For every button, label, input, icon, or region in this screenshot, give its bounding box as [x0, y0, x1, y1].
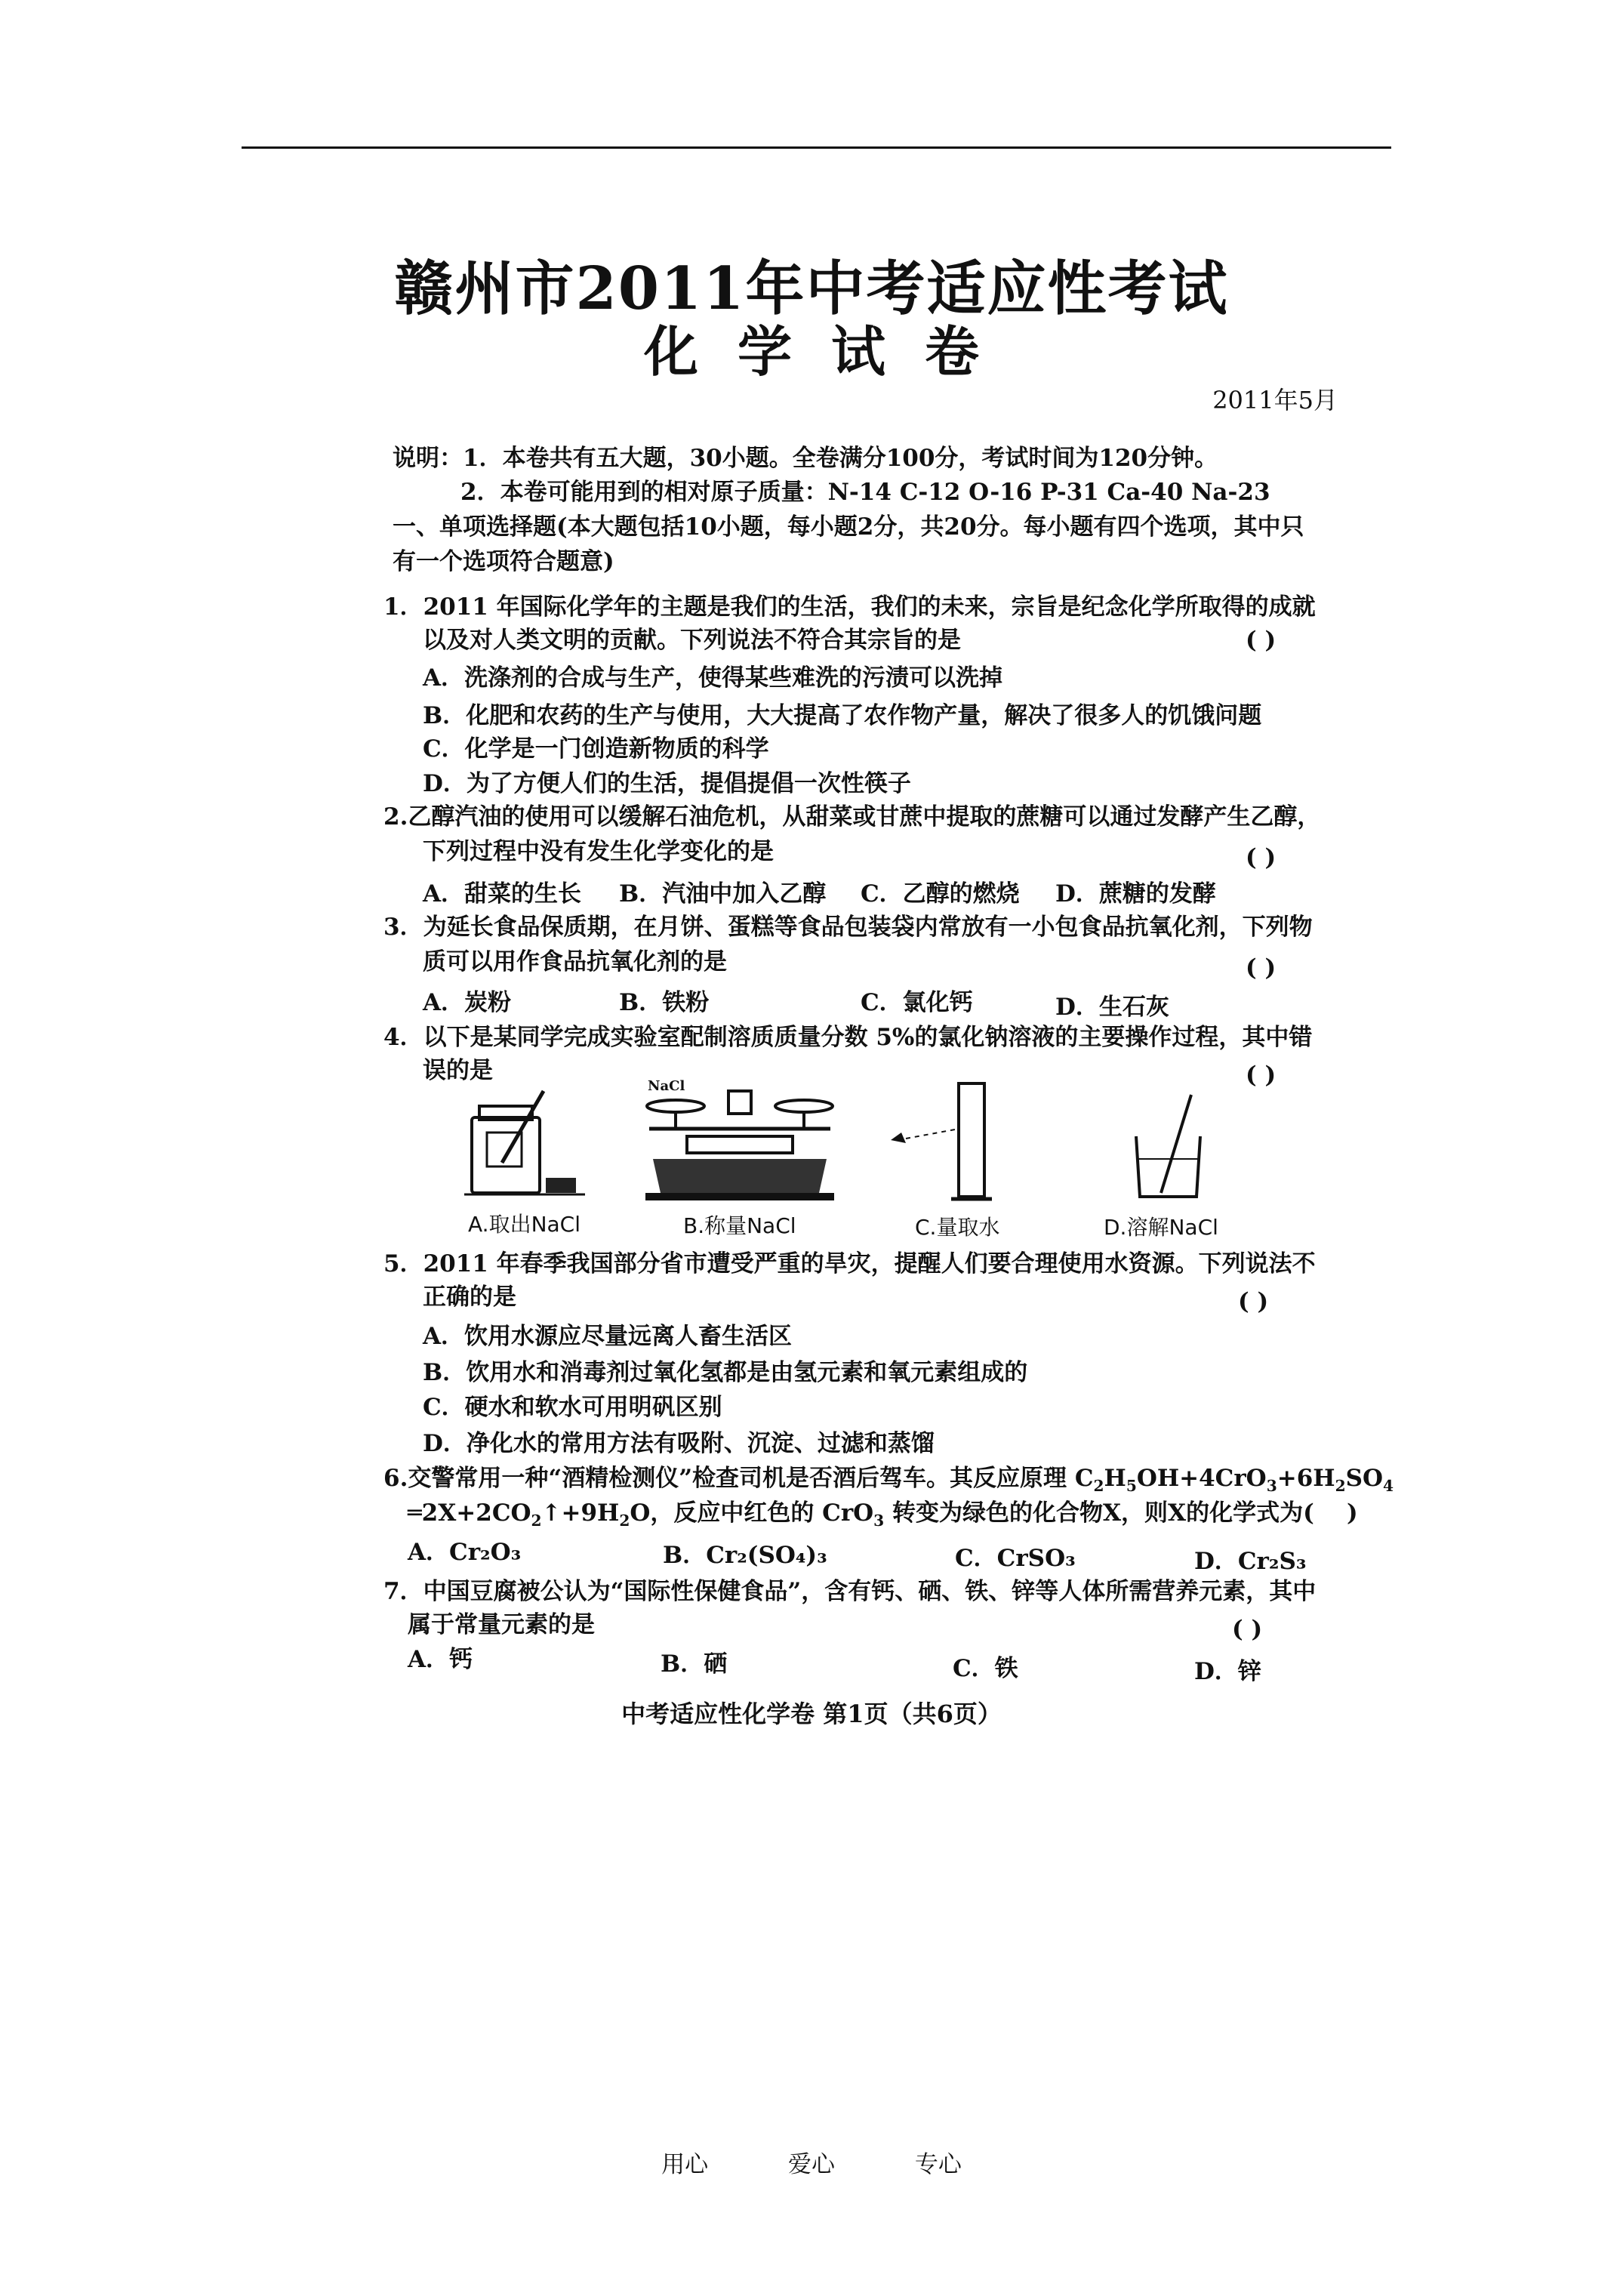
- q6-stem: 6.交警常用一种“酒精检测仪”检查司机是否酒后驾车。其反应原理 $C_2H_5OH+4CrO_3+6H_2SO_4$: [383, 1465, 1394, 1496]
- exam-subtitle: 化学试卷: [643, 319, 1018, 384]
- q1-option-b: B．化肥和农药的生产与使用，大大提高了农作物产量，解决了很多人的饥饿问题: [423, 702, 1262, 729]
- q3-stem-cont: 质可以用作食品抗氧化剂的是: [423, 948, 727, 975]
- figure-b-caption: B.称量NaCl: [683, 1213, 796, 1238]
- q2-option-b: B．汽油中加入乙醇: [619, 880, 827, 908]
- exam-date: 2011年5月: [1212, 386, 1338, 415]
- q2-stem: 2.乙醇汽油的使用可以缓解石油危机，从甜菜或甘蔗中提取的蔗糖可以通过发酵产生乙醇，: [383, 803, 1321, 831]
- q7-option-c: C．铁: [953, 1655, 1018, 1682]
- q7-option-b: B．硒: [661, 1650, 728, 1678]
- page-footer: 中考适应性化学卷 第1页（共6页）: [621, 1700, 1002, 1728]
- section-1-heading-cont: 有一个选项符合题意): [393, 548, 614, 575]
- figure-a-caption: A.取出NaCl: [468, 1212, 581, 1237]
- q4-stem: 4．以下是某同学完成实验室配制溶质质量分数 5%的氯化钠溶液的主要操作过程，其中错: [383, 1024, 1313, 1051]
- q2-answer-paren: ( ): [1246, 844, 1277, 871]
- figure-a-jar: [457, 1087, 593, 1200]
- q5-answer-paren: ( ): [1238, 1288, 1269, 1315]
- q1-option-d: D．为了方便人们的生活，提倡提倡一次性筷子: [423, 770, 911, 797]
- q2-stem-cont: 下列过程中没有发生化学变化的是: [423, 838, 774, 865]
- q2-option-a: A．甜菜的生长: [423, 880, 582, 908]
- q3-option-d: D．生石灰: [1055, 994, 1169, 1021]
- q7-stem: 7．中国豆腐被公认为“国际性保健食品”，含有钙、硒、铁、锌等人体所需营养元素，其中: [383, 1578, 1317, 1605]
- q2-option-c: C．乙醇的燃烧: [861, 880, 1020, 908]
- q7-option-a: A．钙: [408, 1646, 473, 1673]
- note-2: 2．本卷可能用到的相对原子质量：N-14 C-12 O-16 P-31 Ca-40 Na-23: [460, 479, 1270, 506]
- figure-d-caption: D.溶解NaCl: [1104, 1215, 1218, 1240]
- exam-title: 赣州市2011年中考适应性考试: [394, 254, 1229, 323]
- q3-option-b: B．铁粉: [619, 989, 710, 1016]
- q3-stem: 3．为延长食品保质期，在月饼、蛋糕等食品包装袋内常放有一小包食品抗氧化剂，下列物: [383, 914, 1313, 941]
- q6-option-c: C．CrSO₃: [955, 1545, 1076, 1572]
- q1-stem-cont: 以及对人类文明的贡献。下列说法不符合其宗旨的是: [423, 627, 961, 654]
- q7-stem-cont: 属于常量元素的是: [408, 1611, 595, 1638]
- q5-stem-cont: 正确的是: [423, 1284, 516, 1311]
- section-1-heading: 一、单项选择题(本大题包括10小题，每小题2分，共20分。每小题有四个选项，其中只: [393, 513, 1304, 541]
- q3-option-c: C．氯化钙: [861, 989, 973, 1016]
- q1-answer-paren: ( ): [1246, 627, 1277, 654]
- figure-d-beaker: [1125, 1091, 1215, 1204]
- q5-stem: 5．2011 年春季我国部分省市遭受严重的旱灾，提醒人们要合理使用水资源。下列说法不: [383, 1250, 1316, 1277]
- figure-c-caption: C.量取水: [915, 1215, 1000, 1240]
- q5-option-c: C．硬水和软水可用明矾区别: [423, 1394, 722, 1421]
- q2-option-d: D．蔗糖的发酵: [1055, 880, 1216, 908]
- figure-b-nacl-label: NaCl: [648, 1078, 685, 1094]
- q5-option-b: B．饮用水和消毒剂过氧化氢都是由氢元素和氧元素组成的: [423, 1359, 1028, 1386]
- q5-option-d: D．净化水的常用方法有吸附、沉淀、过滤和蒸馏: [423, 1430, 935, 1457]
- figure-b-balance: [642, 1076, 838, 1204]
- motto-2: 爱心: [788, 2151, 835, 2178]
- motto-1: 用心: [661, 2151, 709, 2178]
- q6-option-b: B．Cr₂(SO₄)₃: [663, 1542, 827, 1569]
- motto: [0, 2145, 1623, 2179]
- note-1: 说明：1．本卷共有五大题，30小题。全卷满分100分，考试时间为120分钟。: [393, 445, 1218, 472]
- q7-answer-paren: ( ): [1232, 1616, 1263, 1643]
- q4-stem-cont: 误的是: [423, 1057, 493, 1084]
- q7-option-d: D．锌: [1194, 1658, 1261, 1685]
- q5-option-a: A．饮用水源应尽量远离人畜生活区: [423, 1323, 793, 1350]
- q1-stem: 1．2011 年国际化学年的主题是我们的生活，我们的未来，宗旨是纪念化学所取得的成就: [383, 593, 1316, 621]
- motto-3: 专心: [914, 2151, 962, 2178]
- q1-option-a: A．洗涤剂的合成与生产，使得某些难洗的污渍可以洗掉: [423, 664, 1003, 692]
- q3-option-a: A．炭粉: [423, 989, 512, 1016]
- top-rule: [242, 146, 1391, 149]
- q6-option-d: D．Cr₂S₃: [1194, 1548, 1307, 1575]
- q3-answer-paren: ( ): [1246, 954, 1277, 982]
- figure-c-cylinder: [883, 1080, 996, 1208]
- q6-stem-cont: $═2X+2CO_2↑+9H_2O$，反应中红色的 CrO$_3$ 转变为绿色的化合物X，则X的化学式为( ): [408, 1499, 1358, 1530]
- q1-option-c: C．化学是一门创造新物质的科学: [423, 735, 769, 763]
- q4-answer-paren: ( ): [1246, 1062, 1277, 1089]
- q6-option-a: A．Cr₂O₃: [408, 1539, 522, 1566]
